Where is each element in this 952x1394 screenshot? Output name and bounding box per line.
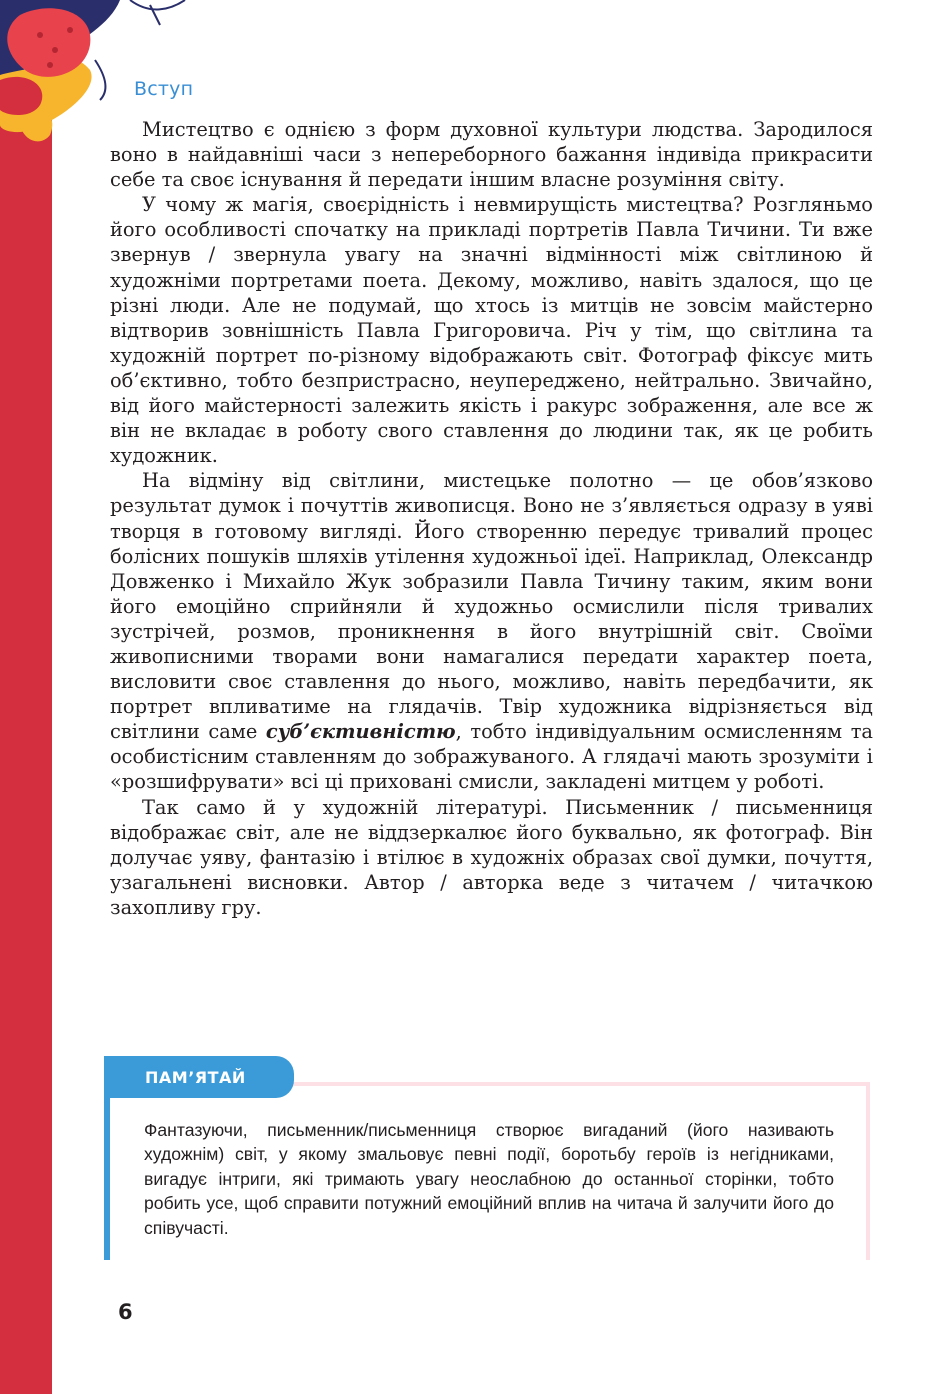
paragraph <box>110 468 873 794</box>
side-color-band <box>0 0 52 1394</box>
section-label: Вступ <box>134 78 194 100</box>
remember-box-left-bar <box>104 1092 110 1260</box>
remember-box-title: ПАМ’ЯТАЙ <box>145 1068 246 1087</box>
paragraph: Мистецтво є однією з форм духовної культури людства. Зародилося воно в найдавніші часи з непереборного бажання індивіда прикрасити себе та своє існування й передати іншим власне розуміння світу. <box>110 118 873 192</box>
paragraph-part: На відміну від світлини, мистецьке полотно — це обов’язково результат думок і почуттів живописця. Воно не з’являється одразу в уяві творця в готовому вигляді. Його створенню передує тривалий процес болісних пошуків шляхів утілення художньої ідеї. Наприклад, Олександр Довженко і Михайло Жук зобразили Павла Тичину таким, яким вони його емоційно сприйняли й художньо осмислили після тривалих зустрічей, розмов, проникнення в його внутрішній світ. Своїми живописними творами вони намагалися передати характер поета, висловити своє ставлення до нього, можливо, навіть передбачити, як портрет впливатиме на глядачів. Твір художника відрізняється від світлини саме <box>110 469 873 744</box>
main-text <box>110 117 873 920</box>
page-number: 6 <box>118 1300 133 1324</box>
emphasized-term: суб’єктивністю <box>265 720 456 744</box>
paragraph: Так само й у художній літературі. Письменник / письменниця відображає світ, але не віддзеркалює його буквально, як фотограф. Він долучає уяву, фантазію і втілює в художніх образах свої думки, почуття, узагальнені висновки. Автор / авторка веде з читачем / читачкою захопливу гру. <box>110 795 873 919</box>
remember-box-text: Фантазуючи, письменник/письменниця створює вигаданий (його називають художнім) світ, у якому змальовує певні події, боротьбу героїв із негідниками, вигадує інтриги, які тримають увагу неослабною до останньої сторінки, тобто робить усе, щоб справити потужний емоційний вплив на читача й залучити його до співучасті. <box>144 1120 834 1238</box>
paragraph-part: , тобто індивідуальним осмисленням та особистісним ставленням до зображуваного. А глядачі мають зрозуміти і «розшифрувати» всі ці приховані смисли, закладені митцем у роботі. <box>110 720 873 794</box>
paragraph: У чому ж магія, своєрідність і невмирущість мистецтва? Розгляньмо його особливості спочатку на прикладі портретів Павла Тичини. Ти вже звернув / звернула увагу на значні відмінності між світлиною й художніми портретами поета. Декому, можливо, навіть здалося, що це різні люди. Але не подумай, що хтось із митців не зовсім майстерно відтворив зовнішність Павла Григоровича. Річ у тім, що світлина та художній портрет по-різному відображають світ. Фотограф фіксує мить об’єктивно, тобто безпристрасно, неупереджено, нейтрально. Звичайно, від його майстерності залежить якість і ракурс зображення, але все ж він не вкладає в роботу свого ставлення до людини так, як це робить художник. <box>110 193 873 468</box>
